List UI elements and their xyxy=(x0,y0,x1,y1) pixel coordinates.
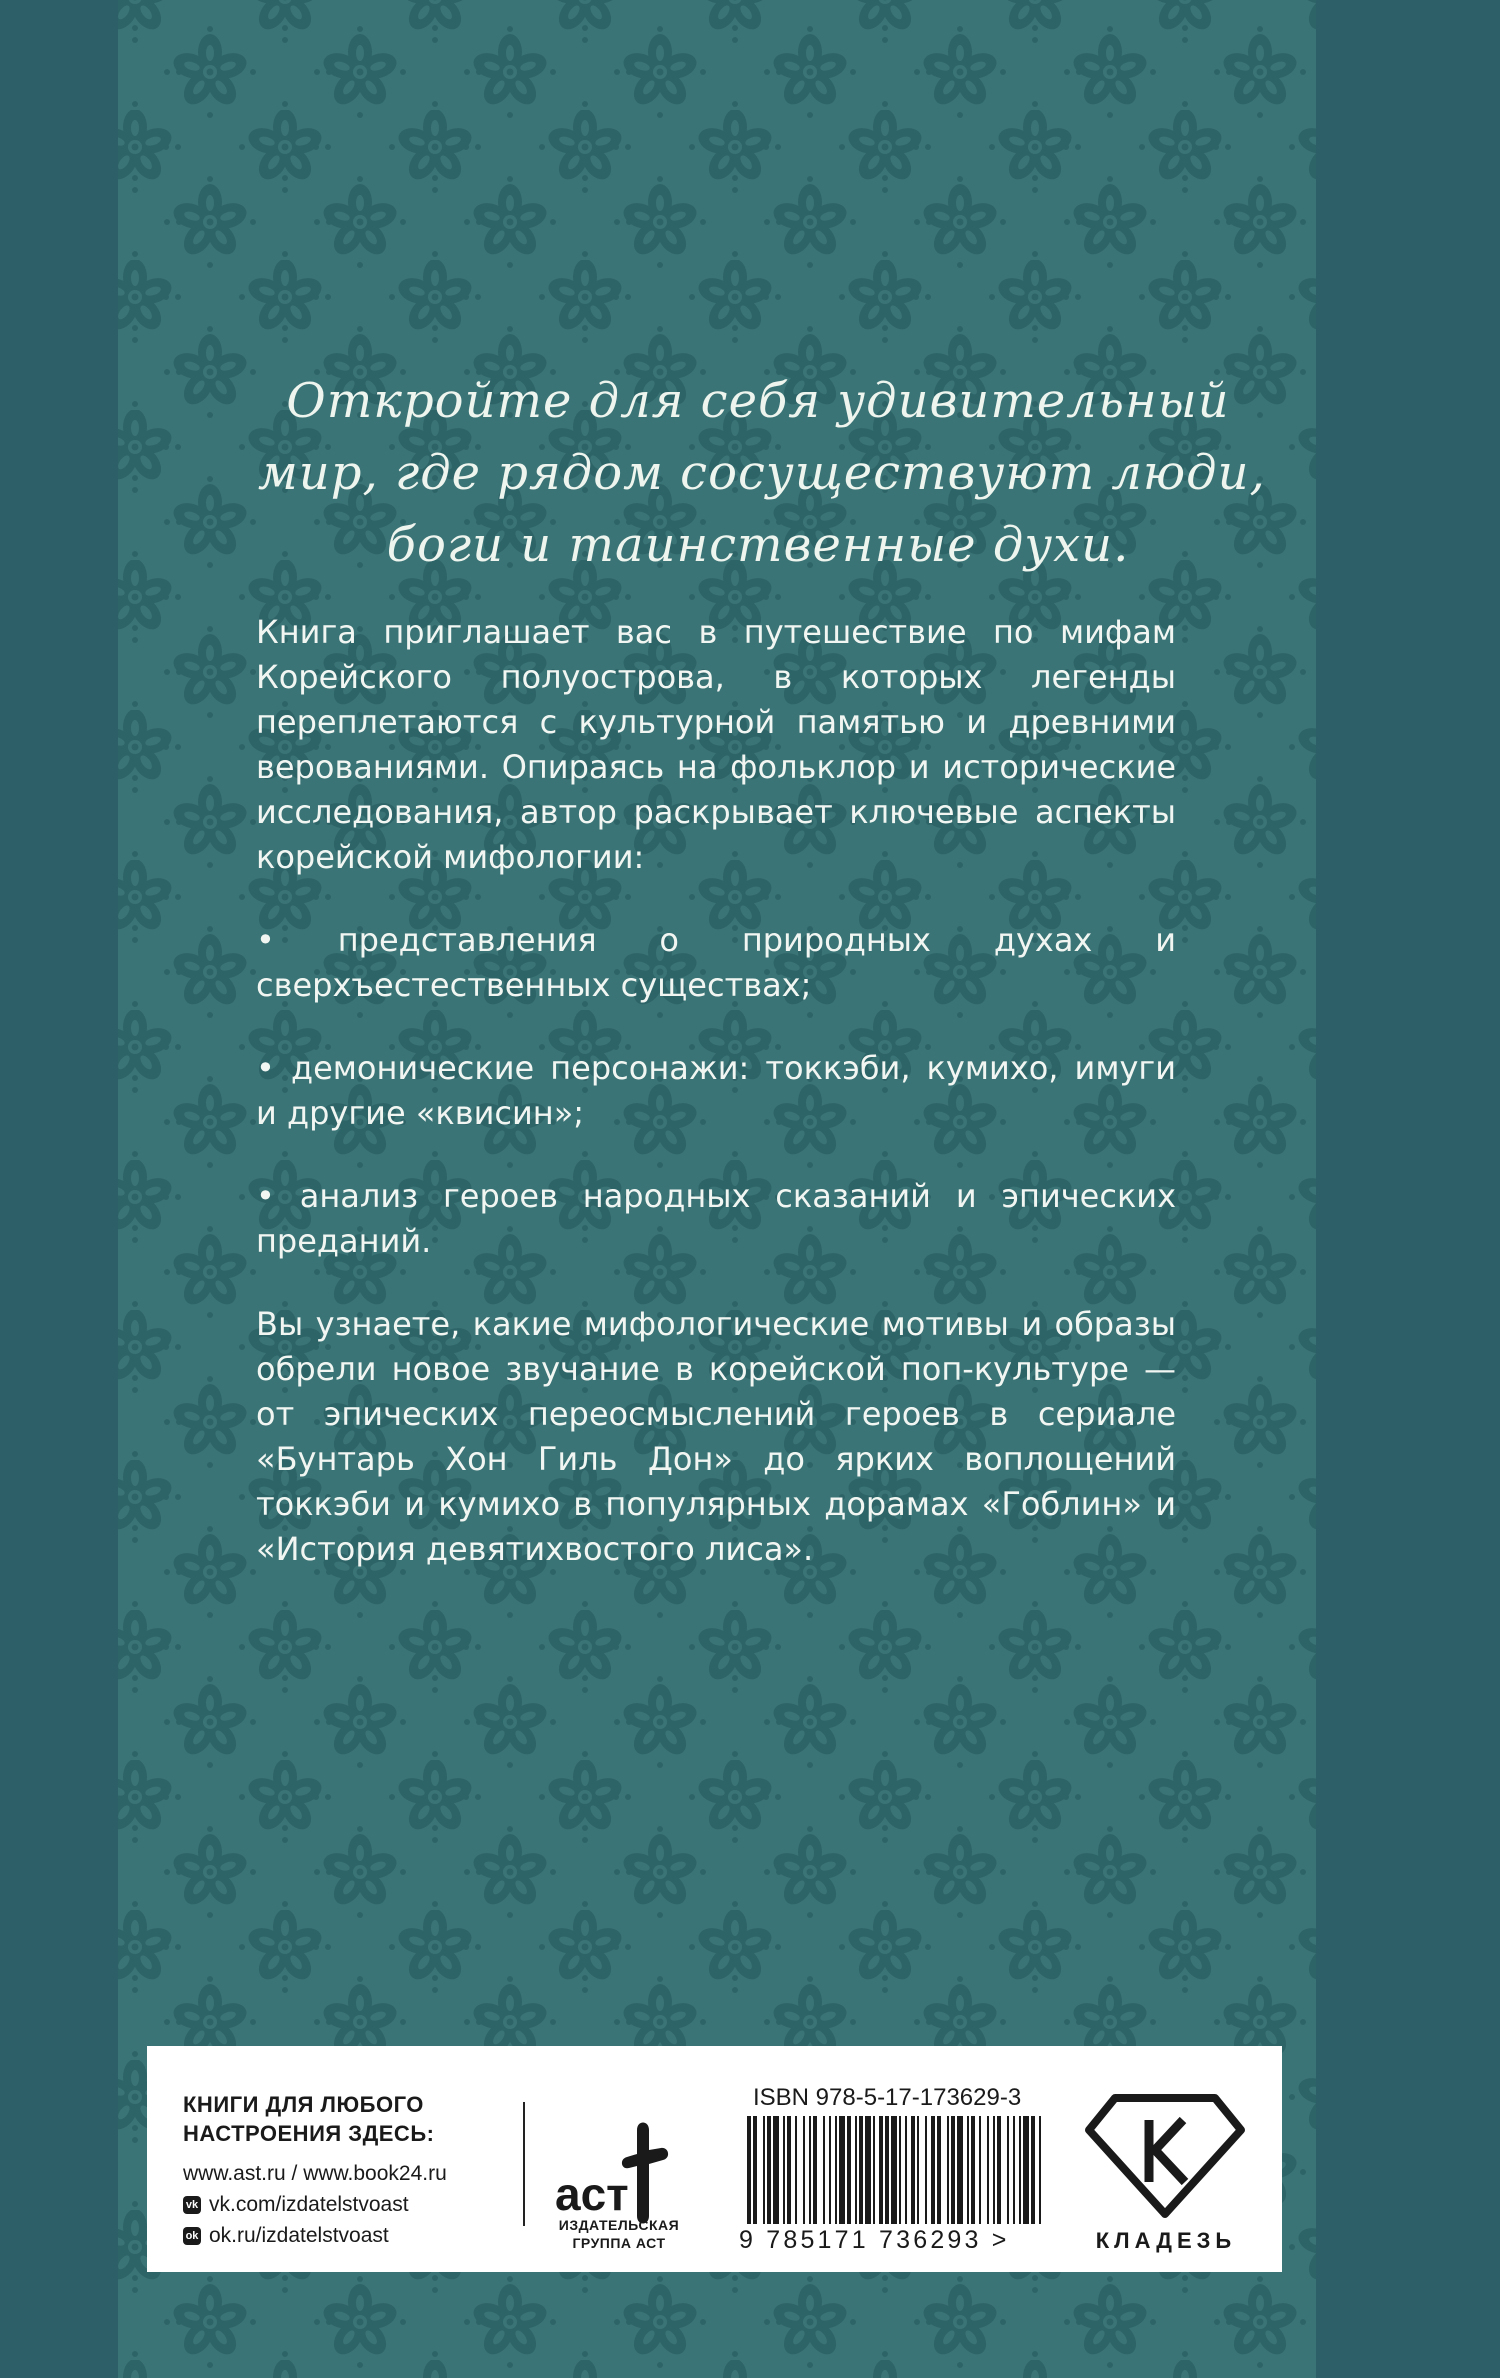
intro-line: мир, где рядом сосуществуют люди, xyxy=(258,445,1266,501)
barcode-bar xyxy=(823,2116,825,2224)
barcode-bar xyxy=(813,2116,817,2224)
barcode-bar xyxy=(957,2116,963,2224)
barcode xyxy=(747,2116,1047,2228)
bullet-item: • представления о природных духах и сверхъестественных существах; xyxy=(256,921,1176,1004)
barcode-bar xyxy=(997,2116,1001,2224)
barcode-bar xyxy=(899,2116,901,2224)
barcode-bar xyxy=(767,2116,771,2224)
barcode-bar xyxy=(979,2116,981,2224)
barcode-bar xyxy=(1013,2116,1015,2224)
ok-link-text: ok.ru/izdatelstvoast xyxy=(209,2224,389,2247)
barcode-bar xyxy=(783,2116,785,2224)
barcode-bar xyxy=(1019,2116,1021,2224)
panel-divider xyxy=(523,2102,525,2226)
barcode-bar xyxy=(1039,2116,1041,2224)
barcode-bar xyxy=(905,2116,907,2224)
barcode-bar xyxy=(937,2116,941,2224)
barcode-digits: 9 785171 736293 > xyxy=(739,2226,1010,2254)
contacts-block xyxy=(183,2090,523,2251)
bullet-item: • демонические персонажи: токкэби, кумихо, имуги и другие «квисин»; xyxy=(256,1049,1176,1132)
barcode-bar xyxy=(773,2116,779,2224)
isbn-label: ISBN 978-5-17-173629-3 xyxy=(753,2084,1022,2111)
barcode-bar xyxy=(971,2116,975,2224)
barcode-bar xyxy=(879,2116,883,2224)
description-paragraph: Вы узнаете, какие мифологические мотивы и образы обрели новое звучание в корейской поп-культуре — от эпических переосмыслений героев в сериале «Бунтарь Хон Гиль Дон» до ярких воплощений токкэби и кумихо в популярных дорамах «Гоблин» и «История девятихвостого лиса». xyxy=(256,1305,1176,1568)
ok-link[interactable] xyxy=(183,2220,523,2251)
barcode-bar xyxy=(873,2116,875,2224)
publisher-panel xyxy=(147,2046,1282,2272)
barcode-bar xyxy=(1031,2116,1035,2224)
barcode-bar xyxy=(925,2116,927,2224)
vk-link-text: vk.com/izdatelstvoast xyxy=(209,2193,409,2216)
barcode-bar xyxy=(839,2116,845,2224)
barcode-bar xyxy=(795,2116,797,2224)
barcode-bar xyxy=(931,2116,935,2224)
barcode-bar xyxy=(809,2116,811,2224)
book-back-cover xyxy=(118,0,1316,2378)
publisher-caption xyxy=(545,2216,693,2252)
contacts-heading: КНИГИ ДЛЯ ЛЮБОГО xyxy=(183,2092,424,2117)
barcode-bar xyxy=(747,2116,751,2224)
barcode-bar xyxy=(967,2116,969,2224)
barcode-bar xyxy=(835,2116,837,2224)
barcode-bar xyxy=(753,2116,757,2224)
description xyxy=(256,610,1176,1610)
barcode-bar xyxy=(855,2116,857,2224)
barcode-bar xyxy=(859,2116,863,2224)
ast-logo-text: аст xyxy=(555,2168,629,2220)
vk-icon: vk xyxy=(183,2196,201,2214)
ok-icon: ok xyxy=(183,2227,201,2245)
barcode-bar xyxy=(763,2116,765,2224)
barcode-bar xyxy=(951,2116,955,2224)
barcode-bar xyxy=(947,2116,949,2224)
barcode-bar xyxy=(911,2116,915,2224)
barcode-bar xyxy=(987,2116,989,2224)
kladez-diamond-logo xyxy=(1085,2090,1245,2220)
website-link[interactable]: www.ast.ru / www.book24.ru xyxy=(183,2162,447,2185)
intro-line: боги и таинственные духи. xyxy=(386,517,1130,573)
bullet-item: • анализ героев народных сказаний и эпических преданий. xyxy=(256,1177,1176,1260)
barcode-bar xyxy=(787,2116,791,2224)
description-paragraph: Книга приглашает вас в путешествие по мифам Корейского полуострова, в которых легенды переплетаются с культурной памятью и древними верованиями. Опираясь на фольклор и исторические исследования, автор раскрывает ключевые аспекты корейской мифологии: xyxy=(256,613,1176,876)
barcode-bar xyxy=(1007,2116,1009,2224)
barcode-bar xyxy=(885,2116,889,2224)
barcode-bar xyxy=(865,2116,871,2224)
vk-link[interactable] xyxy=(183,2189,523,2220)
barcode-bar xyxy=(803,2116,805,2224)
barcode-bar xyxy=(917,2116,919,2224)
intro-line: Откройте для себя удивительный xyxy=(286,373,1230,429)
barcode-bar xyxy=(1023,2116,1029,2224)
intro-heading xyxy=(258,365,1266,581)
publisher-caption-line: ГРУППА АСТ xyxy=(572,2235,666,2251)
barcode-bar xyxy=(993,2116,995,2224)
imprint-name: КЛАДЕЗЬ xyxy=(1095,2228,1237,2253)
barcode-bar xyxy=(829,2116,831,2224)
barcode-bar xyxy=(891,2116,897,2224)
publisher-caption-line: ИЗДАТЕЛЬСКАЯ xyxy=(558,2217,680,2233)
contacts-heading: НАСТРОЕНИЯ ЗДЕСЬ: xyxy=(183,2121,435,2146)
barcode-bar xyxy=(847,2116,851,2224)
